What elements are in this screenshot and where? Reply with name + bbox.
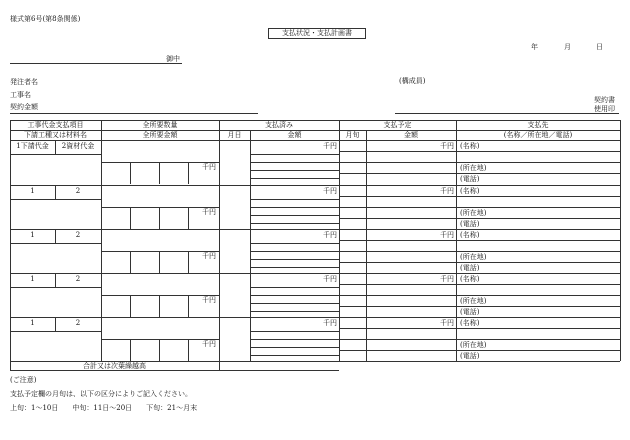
inner-line bbox=[456, 151, 620, 152]
payee-name-label: (名称) bbox=[460, 187, 480, 195]
row-unit-total: 千円 bbox=[202, 340, 216, 348]
payee-address-label: (所在地) bbox=[460, 164, 487, 172]
inner-line-faint bbox=[250, 259, 339, 260]
row-unit-paid: 千円 bbox=[323, 275, 337, 283]
header-scheduled: 支払予定 bbox=[383, 121, 412, 129]
row-col2-label: 2 bbox=[75, 187, 81, 195]
row-unit-scheduled: 千円 bbox=[440, 187, 454, 195]
inner-line-faint bbox=[250, 223, 339, 224]
inner-line-faint bbox=[339, 151, 456, 152]
table-right-border bbox=[620, 120, 621, 361]
col-line bbox=[130, 207, 131, 229]
inner-line-faint bbox=[250, 287, 339, 288]
inner-line bbox=[456, 295, 620, 296]
date-day: 日 bbox=[596, 43, 603, 51]
inner-line-faint bbox=[250, 331, 339, 332]
addressee-underline bbox=[10, 63, 182, 64]
payee-name-label: (名称) bbox=[460, 275, 480, 283]
row-unit-total: 千円 bbox=[202, 252, 216, 260]
inner-line-faint bbox=[339, 295, 456, 296]
row-col2-label: 2 bbox=[75, 319, 81, 327]
payee-phone-label: (電話) bbox=[460, 264, 480, 272]
inner-line bbox=[10, 287, 101, 288]
inner-line bbox=[456, 196, 620, 197]
row-col2-label: 2 bbox=[75, 231, 81, 239]
inner-line bbox=[456, 173, 620, 174]
row-unit-scheduled: 千円 bbox=[440, 142, 454, 150]
payee-phone-label: (電話) bbox=[460, 175, 480, 183]
table-left-border bbox=[10, 120, 11, 370]
contract-seal-label-2: 使用印 bbox=[594, 105, 615, 113]
row-col2-label: 2 bbox=[75, 275, 81, 283]
row-col1-label: 1下請代金 bbox=[16, 142, 49, 150]
table-footer-label: 合計又は次葉繰越高 bbox=[83, 362, 146, 370]
payee-phone-label: (電話) bbox=[460, 308, 480, 316]
inner-line bbox=[456, 240, 620, 241]
inner-line bbox=[10, 331, 101, 332]
inner-line-faint bbox=[250, 170, 339, 171]
inner-line bbox=[456, 207, 620, 208]
col-line bbox=[159, 251, 160, 273]
payee-address-label: (所在地) bbox=[460, 297, 487, 305]
row-unit-scheduled: 千円 bbox=[440, 319, 454, 327]
header-paid: 支払済み bbox=[265, 121, 293, 129]
inner-line bbox=[456, 251, 620, 252]
inner-line bbox=[456, 262, 620, 263]
col-line bbox=[130, 162, 131, 184]
col-line bbox=[159, 339, 160, 361]
inner-line-faint bbox=[250, 178, 339, 179]
col-line bbox=[250, 130, 251, 361]
inner-line-faint bbox=[339, 207, 456, 208]
header-payee: 支払先 bbox=[527, 121, 549, 129]
inner-line bbox=[10, 199, 101, 200]
inner-line-faint bbox=[339, 284, 456, 285]
inner-line bbox=[456, 218, 620, 219]
inner-line-faint bbox=[250, 355, 339, 356]
row-col1-label: 1 bbox=[30, 231, 35, 239]
payee-phone-label: (電話) bbox=[460, 352, 480, 360]
header-total-amount: 全所要金額 bbox=[142, 131, 178, 139]
orderer-label: 発注者名 bbox=[10, 78, 38, 86]
col-line bbox=[159, 162, 160, 184]
row-unit-total: 千円 bbox=[202, 296, 216, 304]
inner-line-faint bbox=[250, 243, 339, 244]
col-line bbox=[130, 251, 131, 273]
members-label: (構成員) bbox=[399, 77, 426, 85]
inner-line bbox=[456, 328, 620, 329]
inner-line-faint bbox=[250, 303, 339, 304]
inner-line-faint bbox=[339, 173, 456, 174]
header-month-period: 月旬 bbox=[345, 131, 360, 139]
row-col2-label: 2資材代金 bbox=[61, 142, 95, 150]
header-paid-amount: 金額 bbox=[287, 131, 302, 139]
inner-line-faint bbox=[339, 350, 456, 351]
info-underline bbox=[10, 113, 258, 114]
notes-line-1: 支払予定欄の月旬は、以下の区分によりご記入ください。 bbox=[10, 390, 192, 398]
inner-line-faint bbox=[339, 328, 456, 329]
header-payee-detail: (名称／所在地／電話) bbox=[503, 131, 573, 139]
inner-line-faint bbox=[339, 240, 456, 241]
row-col1-label: 1 bbox=[30, 275, 35, 283]
row-unit-paid: 千円 bbox=[323, 187, 337, 195]
payee-address-label: (所在地) bbox=[460, 253, 487, 261]
inner-line-faint bbox=[339, 196, 456, 197]
col-line bbox=[130, 295, 131, 317]
inner-line bbox=[456, 162, 620, 163]
row-unit-total: 千円 bbox=[202, 208, 216, 216]
inner-line-faint bbox=[250, 215, 339, 216]
payee-name-label: (名称) bbox=[460, 319, 480, 327]
inner-line bbox=[456, 306, 620, 307]
inner-line-faint bbox=[339, 306, 456, 307]
notes-heading: (ご注意) bbox=[10, 376, 37, 384]
col-line bbox=[366, 130, 367, 361]
row-unit-scheduled: 千円 bbox=[440, 275, 454, 283]
payee-name-label: (名称) bbox=[460, 231, 480, 239]
header-month-day: 月日 bbox=[227, 131, 242, 139]
header-total-qty: 全所要数量 bbox=[142, 121, 178, 129]
project-label: 工事名 bbox=[10, 91, 31, 99]
inner-line-faint bbox=[250, 339, 339, 340]
inner-line-faint bbox=[250, 162, 339, 163]
header-scheduled-amount: 金額 bbox=[404, 131, 418, 139]
contract-seal-label: 契約書 bbox=[594, 96, 615, 104]
inner-line-faint bbox=[339, 162, 456, 163]
row-unit-paid: 千円 bbox=[323, 231, 337, 239]
form-number: 様式第6号(第8条関係) bbox=[10, 15, 81, 23]
payee-address-label: (所在地) bbox=[460, 341, 487, 349]
col-line bbox=[101, 120, 102, 361]
inner-line-faint bbox=[339, 218, 456, 219]
inner-line-faint bbox=[250, 295, 339, 296]
inner-line bbox=[456, 284, 620, 285]
col-line bbox=[159, 295, 160, 317]
honorific: 御中 bbox=[166, 55, 180, 63]
header-item: 工事代金支払項目 bbox=[27, 121, 84, 129]
payee-name-label: (名称) bbox=[460, 142, 480, 150]
row-unit-paid: 千円 bbox=[323, 319, 337, 327]
inner-line-faint bbox=[250, 199, 339, 200]
payee-address-label: (所在地) bbox=[460, 209, 487, 217]
row-col1-label: 1 bbox=[30, 319, 35, 327]
row-unit-paid: 千円 bbox=[323, 142, 337, 150]
row-unit-scheduled: 千円 bbox=[440, 231, 454, 239]
inner-line-faint bbox=[250, 267, 339, 268]
inner-line-faint bbox=[250, 207, 339, 208]
notes-line-2: 上旬：1～10日 中旬：11日～20日 下旬：21～月末 bbox=[10, 404, 198, 412]
row-unit-total: 千円 bbox=[202, 163, 216, 171]
col-line bbox=[219, 120, 220, 370]
inner-line-faint bbox=[250, 251, 339, 252]
inner-line-faint bbox=[250, 311, 339, 312]
inner-line-faint bbox=[250, 347, 339, 348]
date-year: 年 bbox=[531, 43, 538, 51]
date-month: 月 bbox=[564, 43, 571, 51]
document-title: 支払状況・支払計画書 bbox=[268, 28, 366, 39]
inner-line bbox=[10, 154, 101, 155]
inner-line-faint bbox=[339, 339, 456, 340]
inner-line-faint bbox=[339, 251, 456, 252]
header-sub-item: 下請工種又は材料名 bbox=[24, 131, 87, 139]
inner-line bbox=[456, 339, 620, 340]
inner-line-faint bbox=[250, 154, 339, 155]
row-col1-label: 1 bbox=[30, 187, 35, 195]
col-line bbox=[159, 207, 160, 229]
inner-line-faint bbox=[339, 262, 456, 263]
members-underline bbox=[395, 113, 619, 114]
contract-amount-label: 契約金額 bbox=[10, 103, 38, 111]
payee-phone-label: (電話) bbox=[460, 220, 480, 228]
inner-line bbox=[456, 350, 620, 351]
col-line bbox=[130, 339, 131, 361]
inner-line bbox=[10, 243, 101, 244]
